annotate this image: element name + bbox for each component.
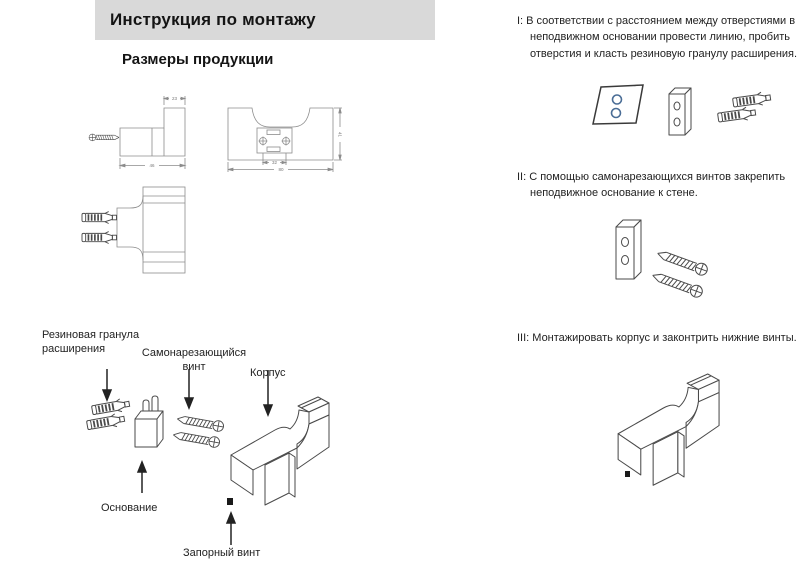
dim-front-height: 41 (337, 131, 343, 138)
label-self-tapping-screw: Самонарезающийся винт (141, 347, 247, 374)
marked-wall-icon (593, 85, 643, 124)
dim-front-holes: 32 (271, 160, 278, 165)
drawing-side-view (84, 92, 210, 174)
step-3-text: III: Монтажировать корпус и законтрить нижние винты. (517, 332, 797, 344)
screw-icon (656, 248, 709, 277)
dowel-icon (732, 91, 771, 109)
label-set-screw: Запорный винт (183, 547, 261, 559)
screw-icon (176, 414, 224, 433)
drawing-exploded-view (35, 355, 345, 560)
section-subtitle: Размеры продукции (122, 51, 274, 68)
dim-side-bottom: 46 (149, 163, 155, 168)
dowel-icon (86, 412, 125, 431)
hook-body-icon (231, 397, 329, 505)
set-screw-icon (227, 498, 233, 505)
base-block-icon (135, 396, 163, 447)
step-2-illustration (600, 215, 765, 315)
base-plate-icon (669, 88, 691, 135)
step-3-illustration (600, 360, 785, 505)
set-screw-icon (625, 471, 630, 477)
label-base: Основание (101, 502, 158, 514)
dowel-icon (717, 106, 756, 124)
step-1-illustration (565, 80, 780, 165)
step-2-text: II: С помощью самонарезающихся винтов закрепить неподвижное основание к стене. (517, 171, 786, 200)
screw-icon (89, 134, 119, 141)
screw-icon (651, 270, 704, 299)
step-1-text: I: В соответствии с расстоянием между отверстиями в неподвижном основании провести линию, пробить отверстия и класть резиновую гранулу расширения. (517, 15, 798, 60)
screw-icon (172, 430, 220, 449)
base-plate-icon (616, 220, 641, 279)
dowel-icon (82, 232, 117, 244)
drawing-front-view (222, 92, 346, 176)
label-expansion-dowel: Резиновая гранула расширения (42, 329, 140, 356)
dowel-icon (82, 212, 117, 224)
dowel-icon (91, 397, 130, 416)
hook-body-icon (618, 374, 719, 485)
drawing-top-view (78, 182, 190, 278)
dim-side-top: 23 (171, 96, 178, 101)
page-title: Инструкция по монтажу (110, 10, 316, 29)
page-title-box (95, 0, 435, 40)
dim-front-width: 80 (278, 167, 284, 172)
label-body: Корпус (250, 367, 286, 379)
